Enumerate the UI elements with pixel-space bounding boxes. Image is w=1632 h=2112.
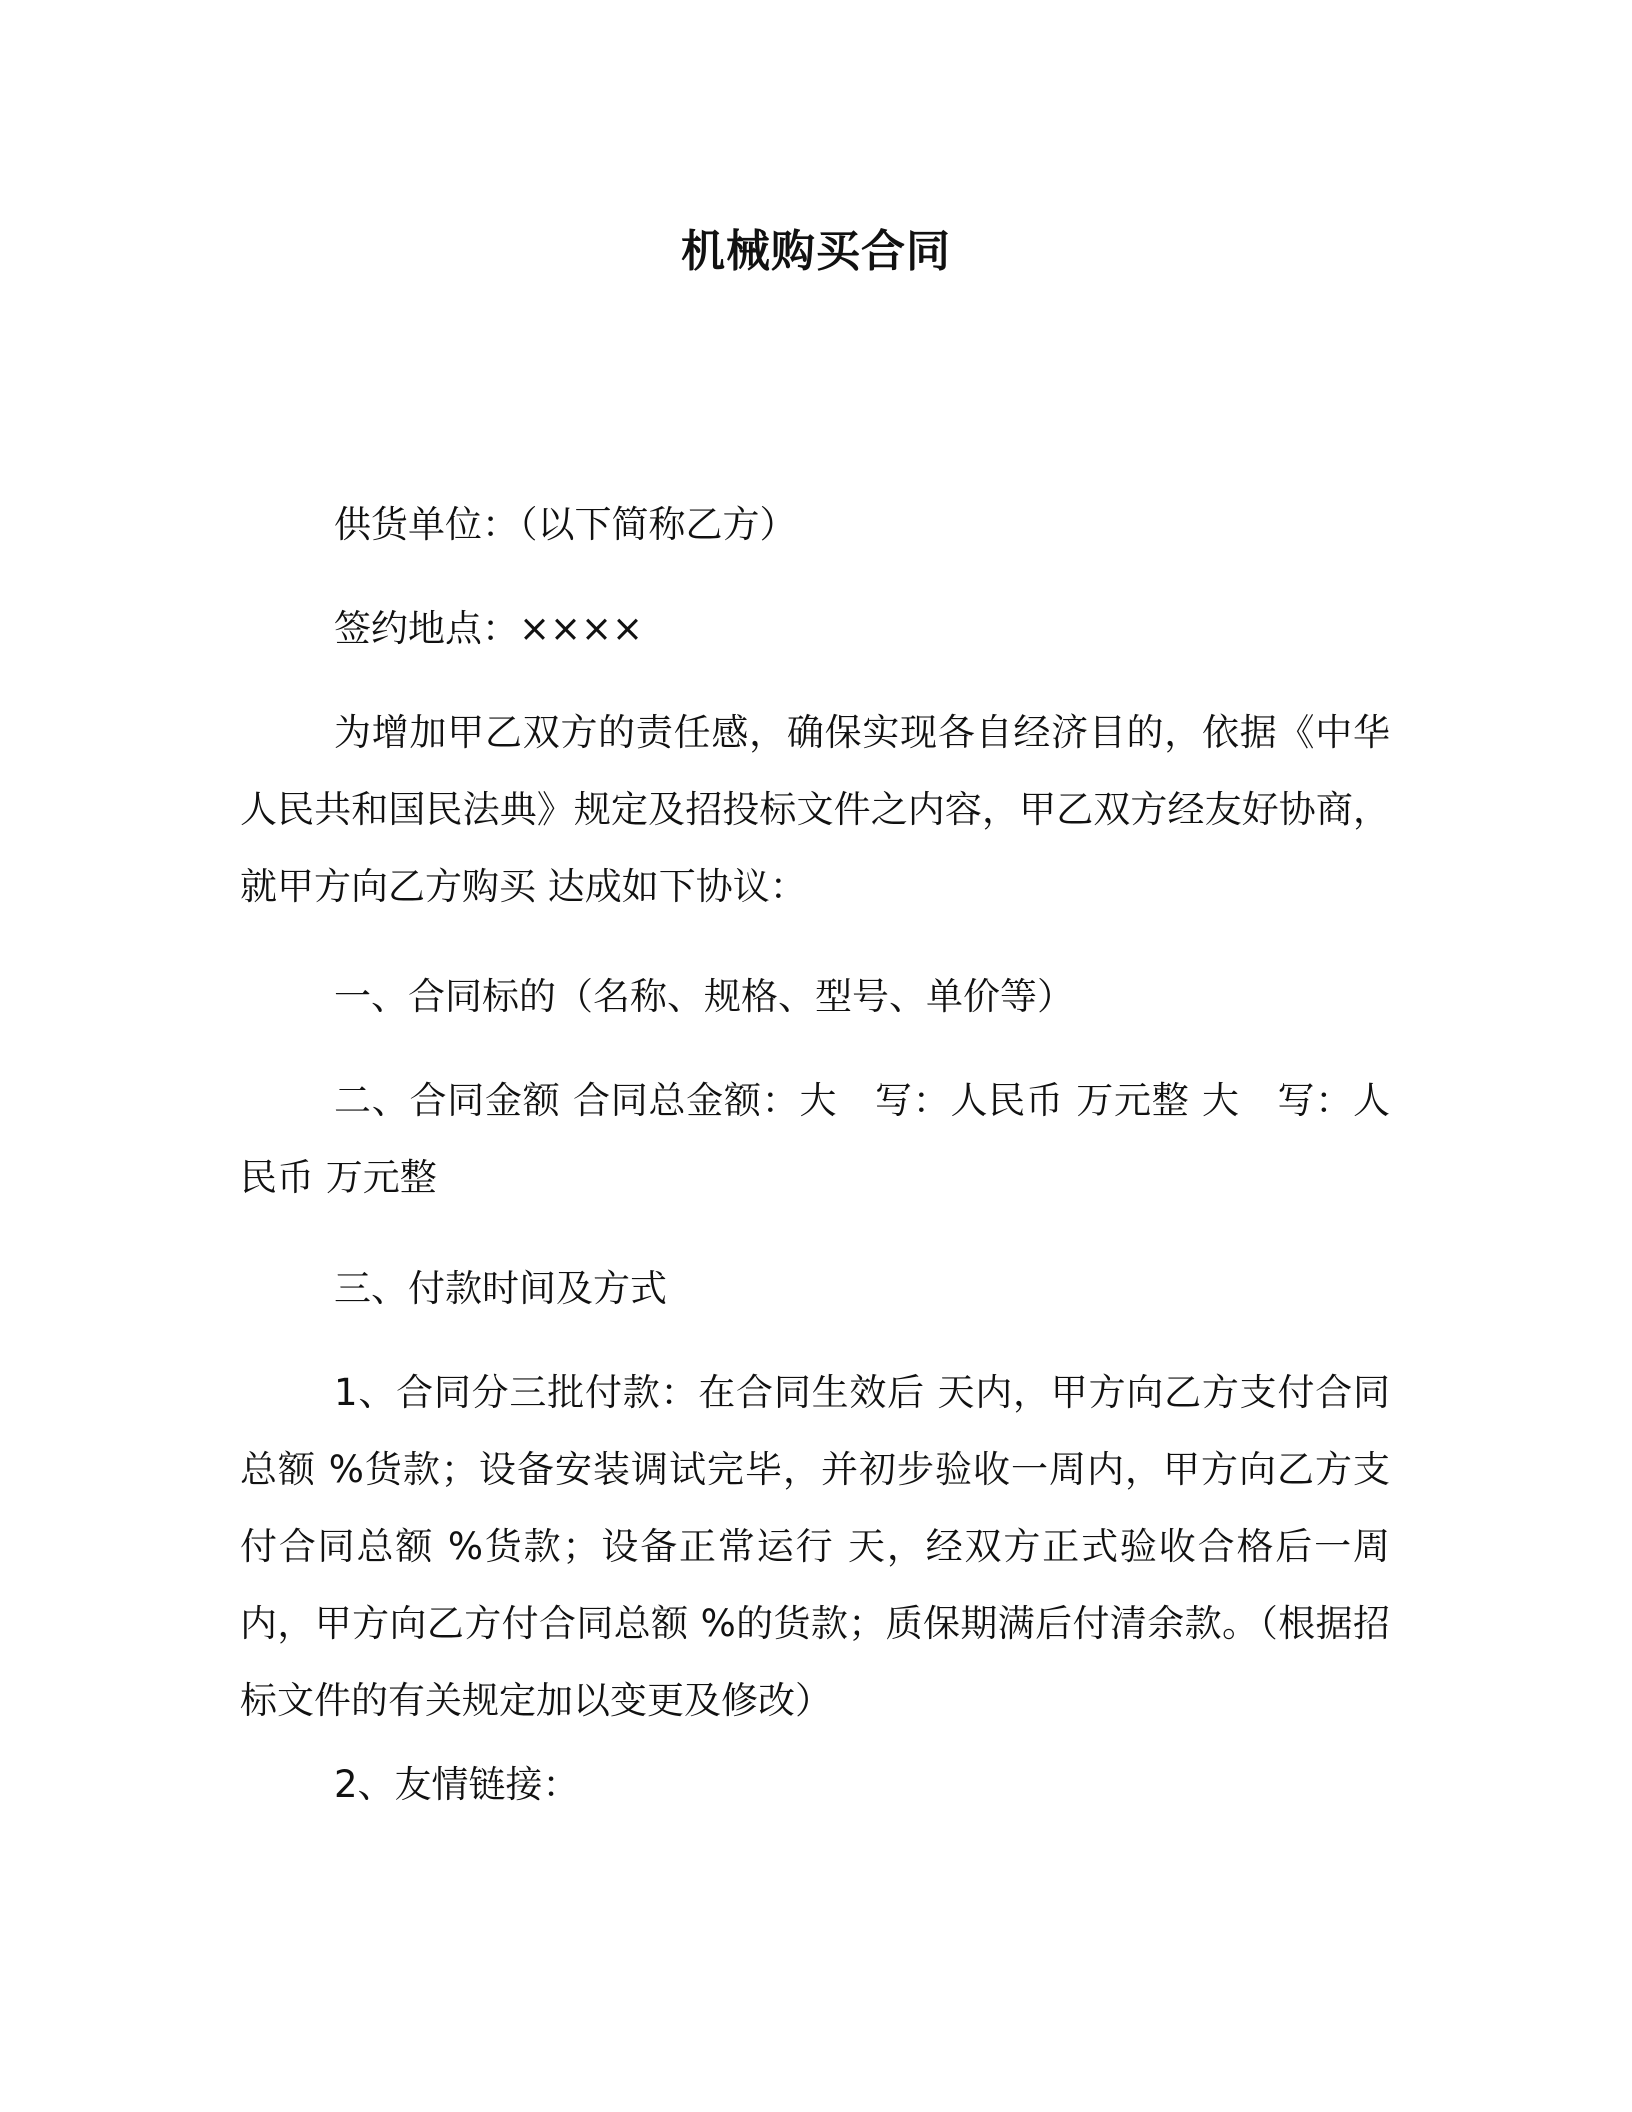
preamble-paragraph: 为增加甲乙双方的责任感，确保实现各自经济目的，依据《中华人民共和国民法典》规定及招投标文件之内容，甲乙双方经友好协商，就甲方向乙方购买 达成如下协议：	[240, 711, 1390, 908]
document-title: 机械购买合同	[681, 226, 951, 277]
section-payment-heading: 三、付款时间及方式	[334, 1267, 667, 1310]
payment-clause-1: 1、合同分三批付款：在合同生效后 天内，甲方向乙方支付合同总额 %货款；设备安装调试完毕，并初步验收一周内，甲方向乙方支付合同总额 %货款；设备正常运行 天，经双方正式验收合格后一周内，甲方向乙方付合同总额 %的货款；质保期满后付清余款。（根据招标文件的有关规定加以变更及修改）	[240, 1371, 1390, 1722]
payment-clause-2: 2、友情链接：	[334, 1763, 580, 1806]
signing-location-line: 签约地点：××××	[334, 607, 644, 650]
supplier-line: 供货单位：（以下简称乙方）	[334, 503, 797, 546]
section-contract-amount: 二、合同金额 合同总金额：大 写：人民币 万元整 大 写：人民币 万元整	[240, 1079, 1390, 1199]
section-contract-subject: 一、合同标的（名称、规格、型号、单价等）	[334, 975, 1074, 1018]
